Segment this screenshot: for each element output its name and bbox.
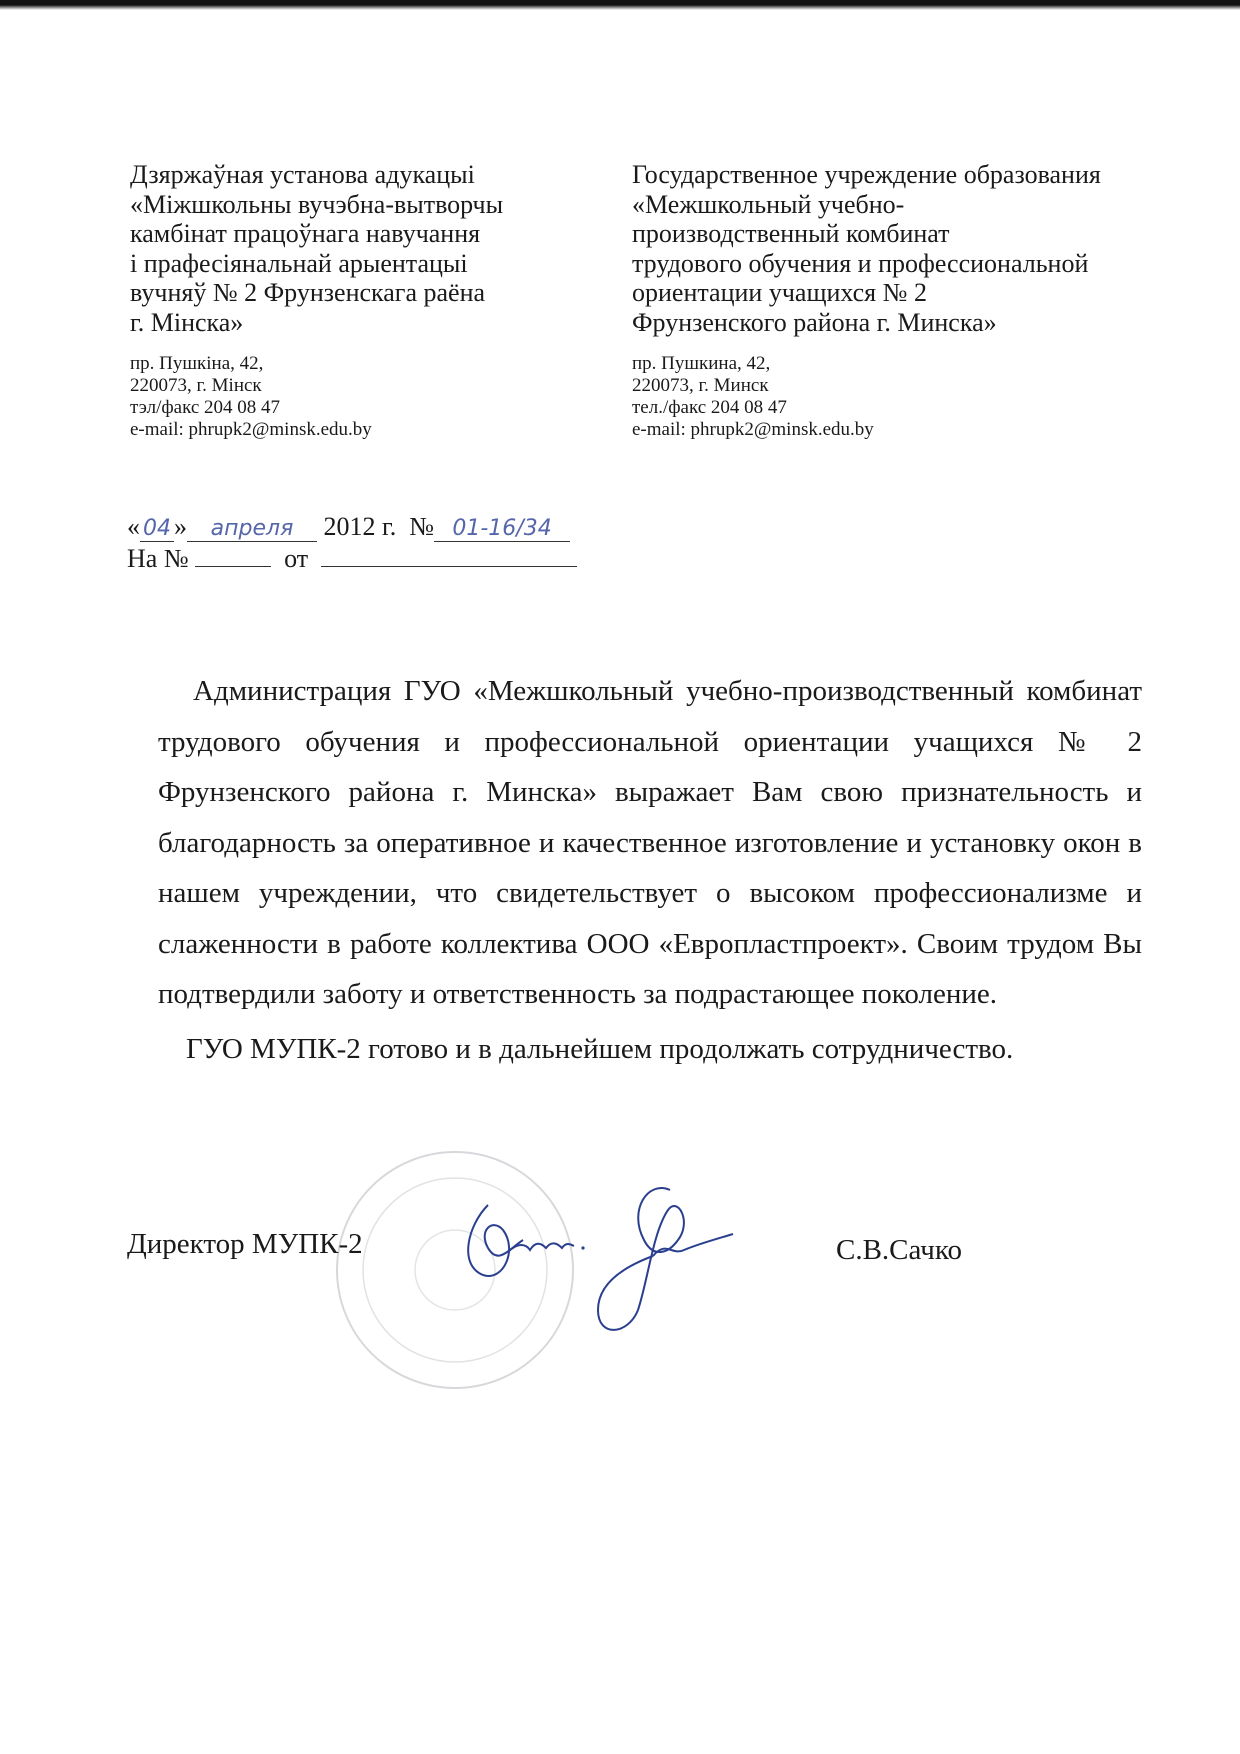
number-label: № [409,512,435,541]
reply-label: На № [127,544,189,573]
letter-number: 01-16/34 [434,517,570,542]
body-paragraph-1: Администрация ГУО «Межшкольный учебно-производственный комбинат трудового обучения и профессиональной ориентации учащихся № 2 Фрунзенского района г. Минска» выражает Вам свою признательность и благодарность за оперативное и качественное изготовление и установку окон в нашем учреждении, что свидетельствует о высоком профессионализме и слаженности в работе коллектива ООО «Европластпроект». Своим трудом Вы подтвердили заботу и ответственность за подрастающее поколение. [158,675,1142,1010]
body-paragraph-2: ГУО МУПК-2 готово и в дальнейшем продолжать сотрудничество. [186,1032,1014,1065]
signatory-name: С.В.Сачко [836,1234,962,1266]
reply-number-blank [195,566,271,567]
quote-open: « [127,512,140,541]
handwritten-signature [448,1170,768,1350]
letterhead-belarusian [130,160,630,441]
signatory-title: Директор МУПК-2 [127,1228,363,1260]
org-name-belarusian: Дзяржаўная установа адукацыі «Міжшкольны вучэбна-вытворчы камбінат працоўнага навучання і прафесіянальнай арыентацыі вучняў № 2 Фрунзенскага раёна г. Мінска» [130,160,504,337]
reply-reference [127,544,577,574]
scan-edge [0,0,1240,10]
org-address-belarusian: пр. Пушкіна, 42, 220073, г. Мінск тэл/факс 204 08 47 e-mail: phrupk2@minsk.edu.by [130,353,372,440]
date-day: 04 [140,517,174,542]
quote-close: » [174,512,187,541]
letterhead-russian [632,160,1152,441]
org-address-russian: пр. Пушкина, 42, 220073, г. Минск тел./факс 204 08 47 e-mail: phrupk2@minsk.edu.by [632,353,874,440]
date-month: апреля [187,517,317,542]
date-year: 2012 г. [323,512,397,541]
letter-body [158,666,1142,1074]
letter-date-number [127,512,570,542]
reply-date-blank [321,566,577,567]
org-name-russian: Государственное учреждение образования «Межшкольный учебно- производственный комбинат трудового обучения и профессиональной ориентации учащихся № 2 Фрунзенского района г. Минска» [632,160,1101,337]
from-label: от [284,544,309,573]
